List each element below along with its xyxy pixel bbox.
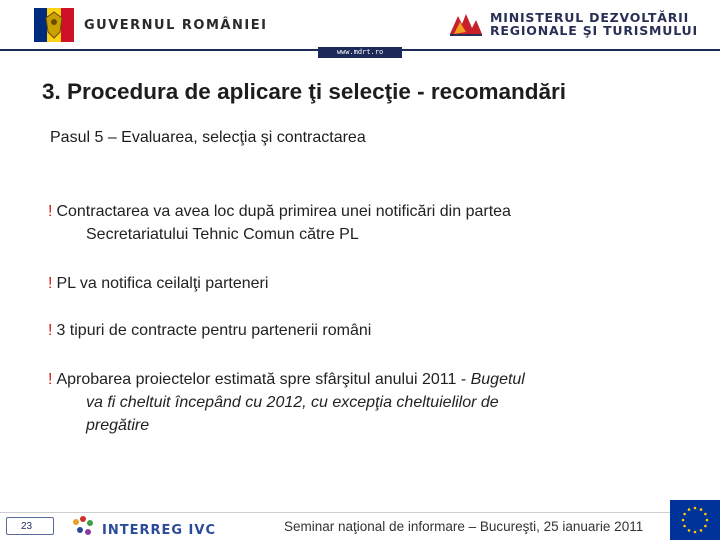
ministry-logo bbox=[448, 10, 698, 38]
footer-divider bbox=[0, 512, 720, 513]
bullet-text-continued: pregătire bbox=[86, 417, 150, 434]
bullet-item bbox=[48, 368, 688, 437]
bullet-text-continued: Secretariatului Tehnic Comun către PL bbox=[86, 226, 359, 243]
eu-flag-icon bbox=[670, 500, 720, 540]
exclamation-icon: ! bbox=[48, 322, 53, 339]
government-name: GUVERNUL ROMÂNIEI bbox=[84, 17, 268, 33]
interreg-logo bbox=[70, 514, 216, 538]
bullet-text: Contractarea va avea loc după primirea unei notificări din partea bbox=[56, 203, 511, 220]
bullet-text-continued: va fi cheltuit începând cu 2012, cu excepţia cheltuielilor de bbox=[86, 394, 499, 411]
interreg-emblem-icon bbox=[70, 514, 96, 538]
page-number: 23 bbox=[6, 517, 54, 535]
ministry-name bbox=[490, 11, 698, 37]
ministry-name-line1: MINISTERUL DEZVOLTĂRII bbox=[490, 10, 690, 25]
bullet-item bbox=[48, 319, 688, 342]
bullet-text: 3 tipuri de contracte pentru partenerii români bbox=[56, 322, 372, 339]
header-bar bbox=[0, 0, 720, 56]
interreg-label: INTERREG IVC bbox=[102, 523, 217, 538]
bullet-text: Aprobarea proiectelor estimată spre sfârşitul anului 2011 - bbox=[56, 371, 471, 388]
bullet-text-italic: Bugetul bbox=[470, 371, 525, 388]
coat-of-arms-icon bbox=[34, 8, 74, 42]
government-logo bbox=[34, 8, 267, 42]
ministry-emblem-icon bbox=[448, 10, 484, 38]
exclamation-icon: ! bbox=[48, 275, 53, 292]
slide-subtitle: Pasul 5 – Evaluarea, selecţia şi contractarea bbox=[50, 129, 366, 146]
bullet-text: PL va notifica ceilalţi parteneri bbox=[56, 275, 269, 292]
exclamation-icon: ! bbox=[48, 203, 53, 220]
exclamation-icon: ! bbox=[48, 371, 53, 388]
ministry-name-line2: REGIONALE ŞI TURISMULUI bbox=[490, 23, 698, 38]
footer-caption: Seminar naţional de informare – Bucureşti, 25 ianuarie 2011 bbox=[284, 519, 644, 534]
bullet-item bbox=[48, 200, 688, 246]
slide-title: 3. Procedura de aplicare ţi selecţie - recomandări bbox=[42, 79, 566, 104]
bullet-item bbox=[48, 272, 688, 295]
website-url: www.mdrt.ro bbox=[318, 47, 402, 58]
